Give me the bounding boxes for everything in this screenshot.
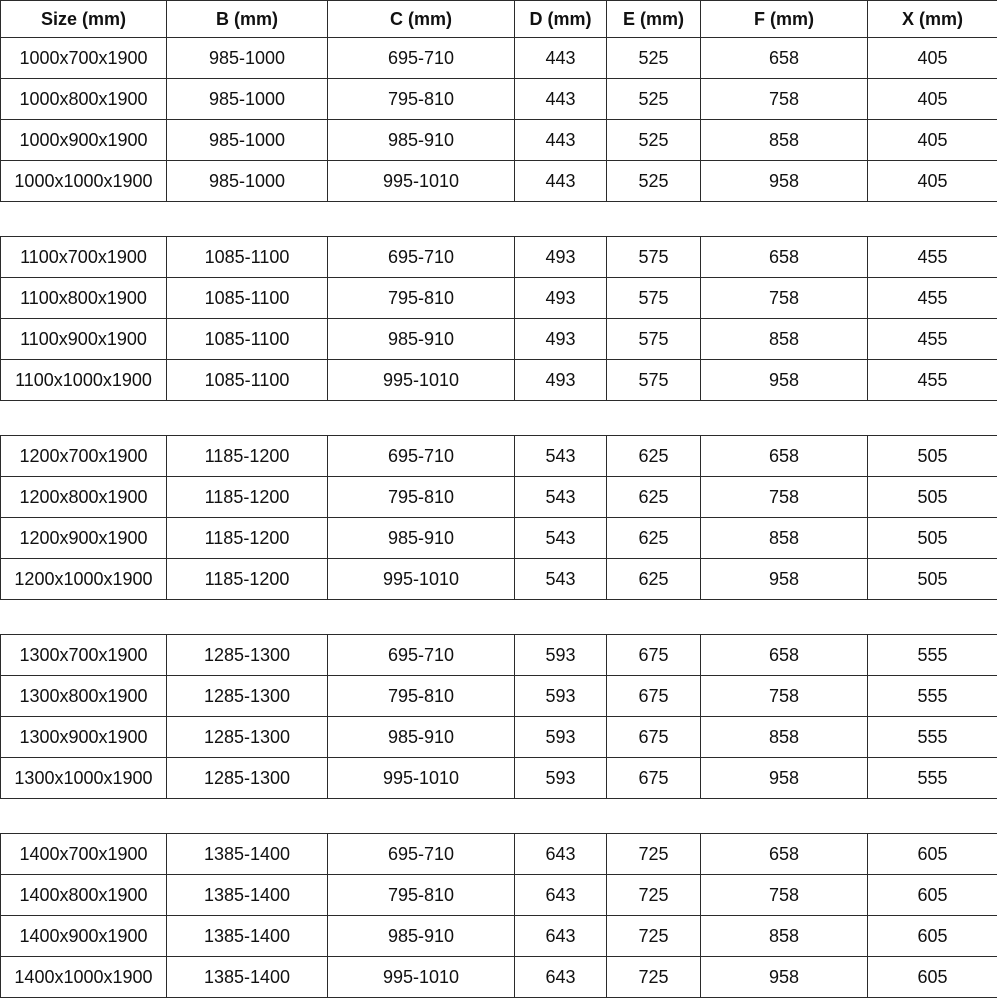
cell-e: 525 [607,161,701,202]
cell-c: 995-1010 [328,957,515,998]
cell-f: 658 [701,635,868,676]
cell-size: 1300x900x1900 [1,717,167,758]
cell-e: 675 [607,717,701,758]
table-row [1,319,997,360]
cell-size: 1300x1000x1900 [1,758,167,799]
cell-d: 593 [515,635,607,676]
cell-b: 1385-1400 [167,834,328,875]
table-row [1,436,997,477]
cell-size: 1400x700x1900 [1,834,167,875]
group-separator-row [1,401,997,436]
cell-c: 985-910 [328,916,515,957]
cell-e: 625 [607,436,701,477]
table-row [1,278,997,319]
cell-f: 658 [701,237,868,278]
cell-d: 493 [515,360,607,401]
group-separator-row [1,202,997,237]
cell-f: 858 [701,916,868,957]
cell-e: 675 [607,635,701,676]
cell-f: 758 [701,676,868,717]
table-row [1,120,997,161]
cell-d: 443 [515,120,607,161]
group-separator-row [1,600,997,635]
cell-e: 625 [607,518,701,559]
cell-size: 1200x1000x1900 [1,559,167,600]
cell-size: 1400x1000x1900 [1,957,167,998]
cell-f: 858 [701,120,868,161]
cell-c: 795-810 [328,676,515,717]
table-row [1,834,997,875]
cell-d: 543 [515,477,607,518]
cell-b: 985-1000 [167,79,328,120]
cell-f: 858 [701,717,868,758]
cell-e: 525 [607,120,701,161]
table-row [1,717,997,758]
table-row [1,79,997,120]
cell-b: 1285-1300 [167,758,328,799]
cell-d: 443 [515,79,607,120]
cell-d: 493 [515,319,607,360]
header-x: X (mm) [868,1,997,38]
cell-b: 1285-1300 [167,717,328,758]
cell-c: 995-1010 [328,161,515,202]
group-separator [1,799,997,834]
cell-b: 1185-1200 [167,559,328,600]
cell-d: 443 [515,38,607,79]
cell-d: 593 [515,758,607,799]
cell-c: 985-910 [328,518,515,559]
cell-x: 455 [868,360,997,401]
cell-e: 675 [607,758,701,799]
cell-c: 985-910 [328,120,515,161]
table-row [1,758,997,799]
table-row [1,559,997,600]
cell-f: 758 [701,79,868,120]
cell-size: 1300x700x1900 [1,635,167,676]
table-row [1,477,997,518]
cell-x: 555 [868,717,997,758]
cell-d: 593 [515,717,607,758]
cell-size: 1000x1000x1900 [1,161,167,202]
table-row [1,161,997,202]
cell-f: 658 [701,834,868,875]
cell-e: 725 [607,875,701,916]
cell-x: 505 [868,559,997,600]
cell-x: 555 [868,758,997,799]
cell-c: 985-910 [328,319,515,360]
cell-f: 958 [701,161,868,202]
cell-f: 858 [701,319,868,360]
cell-d: 543 [515,436,607,477]
cell-e: 725 [607,916,701,957]
cell-e: 725 [607,957,701,998]
cell-c: 995-1010 [328,559,515,600]
cell-size: 1100x800x1900 [1,278,167,319]
table-row [1,360,997,401]
cell-size: 1200x900x1900 [1,518,167,559]
table-row [1,916,997,957]
cell-c: 695-710 [328,834,515,875]
cell-b: 1185-1200 [167,518,328,559]
group-separator-row [1,799,997,834]
cell-c: 795-810 [328,278,515,319]
cell-b: 1385-1400 [167,957,328,998]
table-row [1,875,997,916]
cell-f: 658 [701,436,868,477]
cell-d: 543 [515,559,607,600]
cell-f: 958 [701,559,868,600]
cell-c: 695-710 [328,436,515,477]
cell-x: 455 [868,278,997,319]
cell-c: 695-710 [328,635,515,676]
header-row [1,1,997,38]
header-b: B (mm) [167,1,328,38]
cell-f: 758 [701,278,868,319]
cell-x: 555 [868,676,997,717]
cell-c: 695-710 [328,38,515,79]
cell-e: 525 [607,79,701,120]
header-d: D (mm) [515,1,607,38]
cell-e: 575 [607,278,701,319]
cell-d: 593 [515,676,607,717]
cell-e: 675 [607,676,701,717]
table-row [1,518,997,559]
cell-d: 493 [515,278,607,319]
cell-b: 1085-1100 [167,360,328,401]
table-row [1,38,997,79]
cell-b: 1085-1100 [167,237,328,278]
cell-x: 455 [868,319,997,360]
cell-x: 605 [868,957,997,998]
cell-size: 1000x800x1900 [1,79,167,120]
cell-d: 643 [515,916,607,957]
cell-size: 1400x900x1900 [1,916,167,957]
cell-size: 1200x700x1900 [1,436,167,477]
cell-f: 958 [701,360,868,401]
cell-c: 795-810 [328,79,515,120]
header-f: F (mm) [701,1,868,38]
table-row [1,237,997,278]
cell-d: 643 [515,957,607,998]
cell-b: 985-1000 [167,161,328,202]
cell-c: 795-810 [328,875,515,916]
cell-size: 1100x900x1900 [1,319,167,360]
cell-f: 758 [701,477,868,518]
cell-x: 455 [868,237,997,278]
header-size: Size (mm) [1,1,167,38]
cell-f: 958 [701,957,868,998]
table-row [1,635,997,676]
group-separator [1,600,997,635]
cell-d: 643 [515,875,607,916]
cell-f: 658 [701,38,868,79]
cell-b: 1185-1200 [167,477,328,518]
cell-size: 1400x800x1900 [1,875,167,916]
cell-size: 1100x1000x1900 [1,360,167,401]
cell-e: 575 [607,237,701,278]
cell-f: 858 [701,518,868,559]
cell-e: 575 [607,360,701,401]
header-e: E (mm) [607,1,701,38]
group-separator [1,401,997,436]
cell-x: 505 [868,436,997,477]
cell-c: 795-810 [328,477,515,518]
cell-b: 1285-1300 [167,676,328,717]
cell-f: 758 [701,875,868,916]
cell-b: 1385-1400 [167,875,328,916]
cell-size: 1000x900x1900 [1,120,167,161]
cell-b: 985-1000 [167,38,328,79]
cell-x: 505 [868,477,997,518]
cell-size: 1300x800x1900 [1,676,167,717]
cell-x: 555 [868,635,997,676]
table-row [1,676,997,717]
table-row [1,957,997,998]
cell-x: 605 [868,916,997,957]
group-separator [1,202,997,237]
cell-f: 958 [701,758,868,799]
cell-b: 1085-1100 [167,319,328,360]
cell-e: 575 [607,319,701,360]
cell-d: 443 [515,161,607,202]
cell-e: 625 [607,477,701,518]
cell-c: 995-1010 [328,758,515,799]
cell-x: 505 [868,518,997,559]
cell-d: 493 [515,237,607,278]
cell-e: 525 [607,38,701,79]
cell-e: 725 [607,834,701,875]
cell-x: 405 [868,79,997,120]
cell-b: 1085-1100 [167,278,328,319]
cell-b: 1385-1400 [167,916,328,957]
cell-size: 1000x700x1900 [1,38,167,79]
cell-e: 625 [607,559,701,600]
table-body [1,38,997,998]
cell-x: 605 [868,875,997,916]
cell-b: 1185-1200 [167,436,328,477]
cell-c: 695-710 [328,237,515,278]
cell-x: 405 [868,120,997,161]
cell-c: 985-910 [328,717,515,758]
header-c: C (mm) [328,1,515,38]
cell-size: 1200x800x1900 [1,477,167,518]
cell-x: 605 [868,834,997,875]
cell-x: 405 [868,38,997,79]
cell-c: 995-1010 [328,360,515,401]
cell-b: 985-1000 [167,120,328,161]
cell-d: 543 [515,518,607,559]
cell-d: 643 [515,834,607,875]
cell-size: 1100x700x1900 [1,237,167,278]
cell-b: 1285-1300 [167,635,328,676]
cell-x: 405 [868,161,997,202]
